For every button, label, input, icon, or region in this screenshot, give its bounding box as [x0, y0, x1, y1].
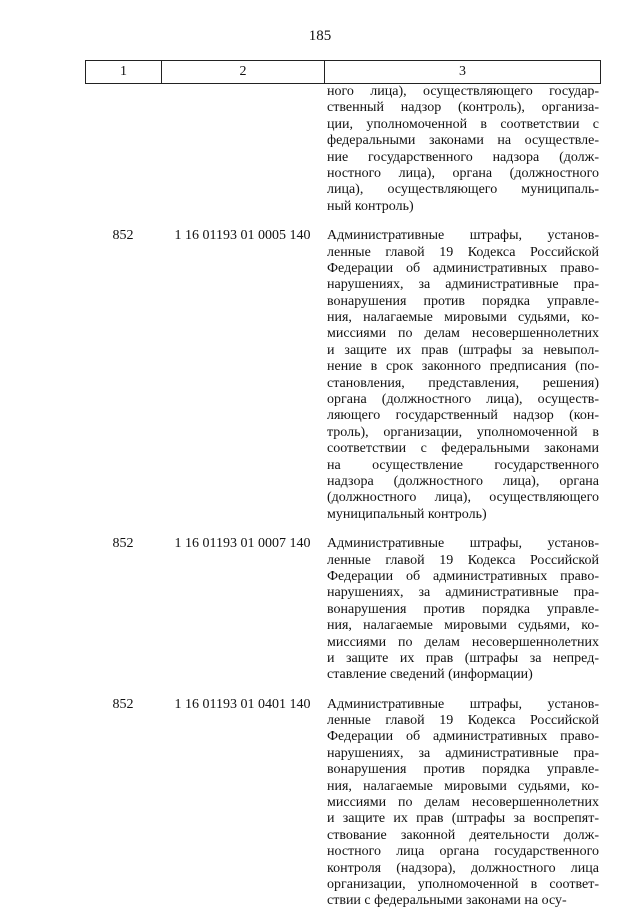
column-header-table: [85, 60, 601, 84]
admin-code-cell: 852: [112, 536, 134, 552]
description-line: становления, представления, решения): [327, 375, 599, 391]
description-cell: [324, 228, 600, 523]
description-line: вонарушения против порядка управле-: [327, 293, 599, 309]
description-line: контроля (надзора), должностного лица: [327, 860, 599, 876]
column-header-2: 2: [162, 61, 325, 84]
column-header-row: [86, 61, 601, 84]
description-cell: [324, 697, 600, 910]
kbk-code-cell: 1 16 01193 01 0401 140: [174, 696, 311, 712]
description-line: нарушениях, за административные пра-: [327, 745, 599, 761]
table-row: [85, 697, 600, 910]
description-line: миссиями по делам несовершеннолетних: [327, 634, 599, 650]
continuation-lines: [327, 84, 599, 215]
description-line: и защите их прав (штрафы за непред-: [327, 650, 599, 666]
table-row: [85, 536, 600, 684]
description-line: ствование законной деятельности долж-: [327, 827, 599, 843]
page-number: 185: [308, 28, 332, 44]
description-line: Административные штрафы, установ-: [327, 228, 599, 244]
row-lines: [327, 228, 599, 523]
description-line: Федерации об административных право-: [327, 729, 599, 745]
description-line: Федерации об административных право-: [327, 260, 599, 276]
description-line: миссиями по делам несовершеннолетних: [327, 326, 599, 342]
row-lines: [327, 697, 599, 910]
description-line: ставление сведений (информации): [327, 667, 533, 683]
description-line: нарушениях, за административные пра-: [327, 585, 599, 601]
kbk-code-cell: 1 16 01193 01 0007 140: [174, 536, 311, 552]
description-line: Административные штрафы, установ-: [327, 536, 599, 552]
description-line: нение в срок законного предписания (по-: [327, 359, 599, 375]
description-line: Федерации об административных право-: [327, 568, 599, 584]
description-line: ностного лица), органа (должностного: [327, 165, 599, 181]
admin-code-cell: 852: [112, 228, 134, 244]
description-line: и защите их прав (штрафы за невыпол-: [327, 342, 599, 358]
description-cell: [324, 536, 600, 684]
description-line: соответствии с федеральными законами: [327, 441, 599, 457]
description-line: федеральными законами на осуществле-: [327, 133, 599, 149]
description-line: вонарушения против порядка управле-: [327, 762, 599, 778]
description-line: ный контроль): [327, 198, 414, 214]
column-header-1: 1: [86, 61, 162, 84]
description-line: ственный надзор (контроль), организа-: [327, 100, 599, 116]
table-row: [85, 228, 600, 523]
table-row-continuation: [85, 84, 600, 215]
admin-code-cell: 852: [112, 696, 134, 712]
description-line: ленные главой 19 Кодекса Российской: [327, 552, 599, 568]
description-line: ния, налагаемые мировыми судьями, ко-: [327, 618, 599, 634]
description-line: ции, уполномоченной в соответствии с: [327, 116, 599, 132]
description-line: лица), осуществляющего муниципаль-: [327, 182, 599, 198]
description-line: ностного лица органа государственного: [327, 844, 599, 860]
description-line: ние государственного надзора (долж-: [327, 149, 599, 165]
description-line: муниципальный контроль): [327, 506, 487, 522]
description-line: (должностного лица), осуществляющего: [327, 490, 599, 506]
description-line: нарушениях, за административные пра-: [327, 277, 599, 293]
kbk-code-cell: 1 16 01193 01 0005 140: [174, 228, 311, 244]
description-line: органа (должностного лица), осуществ-: [327, 392, 599, 408]
description-line: ния, налагаемые мировыми судьями, ко-: [327, 310, 599, 326]
description-line: организации, уполномоченной в соответ-: [327, 876, 599, 892]
description-line: миссиями по делам несовершеннолетних: [327, 795, 599, 811]
table-body: [85, 84, 600, 910]
description-line: ствии с федеральными законами на осу-: [327, 893, 567, 909]
description-line: ляющего государственный надзор (кон-: [327, 408, 599, 424]
row-lines: [327, 536, 599, 684]
description-line: надзора (должностного лица), органа: [327, 473, 599, 489]
description-line: ного лица), осуществляющего государ-: [327, 84, 599, 99]
description-line: ленные главой 19 Кодекса Российской: [327, 244, 599, 260]
description-line: Административные штрафы, установ-: [327, 696, 599, 712]
description-cell: [324, 84, 600, 215]
column-header-3: 3: [325, 61, 601, 84]
description-line: и защите их прав (штрафы за воспрепят-: [327, 811, 599, 827]
description-line: ленные главой 19 Кодекса Российской: [327, 713, 599, 729]
description-line: на осуществление государственного: [327, 457, 599, 473]
description-line: ния, налагаемые мировыми судьями, ко-: [327, 778, 599, 794]
description-line: вонарушения против порядка управле-: [327, 601, 599, 617]
description-line: троль), организации, уполномоченной в: [327, 424, 599, 440]
